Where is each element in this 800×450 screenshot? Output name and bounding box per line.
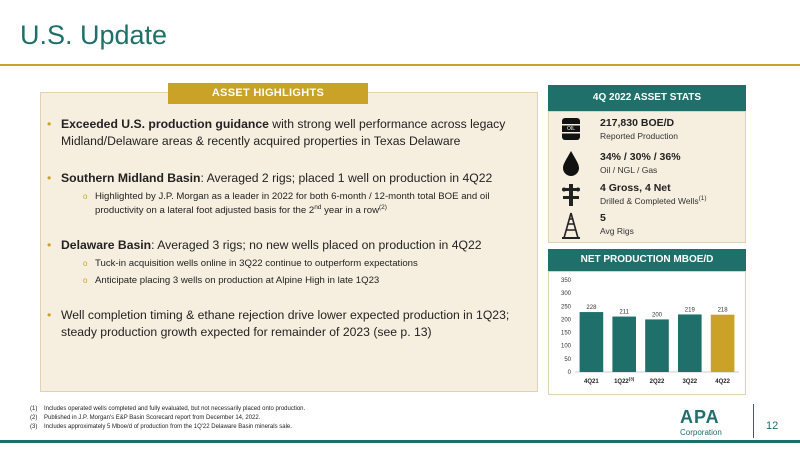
asset-highlights-header: ASSET HIGHLIGHTS	[168, 83, 368, 104]
bullet-text: : Averaged 3 rigs; no new wells placed on production in 4Q22	[151, 238, 482, 252]
data-label: 228	[586, 305, 597, 312]
footnote-ref: (2)	[379, 203, 387, 211]
stat-value: 4 Gross, 4 Net	[600, 182, 671, 194]
footnote-text: Published in J.P. Morgan's E&P Basin Scorecard report from December 14, 2022.	[44, 415, 261, 421]
title-divider	[0, 64, 800, 66]
y-tick-label: 200	[560, 317, 571, 324]
y-tick-label: 100	[560, 343, 571, 350]
x-tick-label: 3Q22	[682, 379, 698, 385]
logo-divider	[753, 404, 754, 438]
bullet-text: with strong well performance across legacy Midland/Delaware areas & recently acquired properties in Texas Delaware	[61, 117, 506, 148]
stat-label	[600, 196, 707, 206]
apa-logo-subtitle: Corporation	[680, 428, 722, 437]
footnote-2	[30, 414, 305, 423]
ordinal-sup: nd	[314, 203, 322, 211]
x-tick-label: 4Q22	[715, 379, 730, 385]
stat-value: 5	[600, 212, 606, 224]
footnote-1	[30, 405, 305, 414]
stat-rigs	[600, 212, 634, 236]
asset-stats-header: 4Q 2022 ASSET STATS	[548, 85, 746, 111]
y-tick-label: 50	[564, 356, 571, 363]
svg-text:OIL: OIL	[566, 126, 576, 132]
footnote-text: Includes approximately 5 Mboe/d of production from the 1Q'22 Delaware Basin minerals sale.	[44, 424, 292, 430]
footnote-number: (1)	[30, 406, 38, 412]
net-production-chart-svg	[549, 272, 745, 394]
x-tick-label: 2Q22	[649, 379, 665, 385]
oil-drop-icon	[560, 150, 582, 176]
sub-bullet-tuck-in: o Tuck-in acquisition wells online in 3Q22 continue to outperform expectations	[61, 257, 532, 271]
highlights-list	[47, 116, 532, 350]
y-tick-label: 300	[560, 291, 571, 298]
sub-bullet-alpine-high: o Anticipate placing 3 wells on production at Alpine High in late 1Q23	[61, 274, 532, 288]
bullet-bold: Exceeded U.S. production guidance	[61, 117, 269, 131]
bar-4Q22	[711, 315, 735, 372]
page-title: U.S. Update	[20, 20, 168, 50]
footnotes	[30, 405, 305, 432]
net-production-chart	[548, 271, 746, 395]
bar-1Q22	[612, 317, 636, 372]
well-icon	[560, 182, 582, 208]
data-label: 200	[651, 312, 663, 319]
bullet-bold: Delaware Basin	[61, 238, 152, 252]
footnote-number: (2)	[30, 415, 38, 421]
oil-barrel-icon	[560, 116, 582, 142]
page-number: 12	[766, 420, 779, 432]
bullet-text: : Averaged 2 rigs; placed 1 well on production in 4Q22	[200, 171, 493, 185]
bar-4Q21	[580, 312, 604, 372]
footnote-number: (3)	[30, 424, 38, 430]
data-label: 219	[684, 307, 695, 314]
bullet-southern-midland	[47, 170, 532, 217]
sub-bullet-text: Highlighted by J.P. Morgan as a leader in 2022 for both 6-month / 12-month total BOE and oil productivity on a lateral foot adjusted basis for the 2	[95, 191, 490, 216]
stat-wells	[600, 182, 707, 206]
y-tick-label: 250	[560, 304, 571, 311]
data-label: 211	[619, 309, 629, 316]
y-tick-label: 150	[560, 330, 571, 337]
bar-3Q22	[678, 314, 702, 372]
stat-value: 34% / 30% / 36%	[600, 151, 681, 163]
stat-value: 217,830 BOE/D	[600, 117, 675, 129]
bar-2Q22	[645, 319, 669, 372]
sub-bullet-text: year in a row	[321, 204, 380, 216]
footer-bar	[0, 440, 800, 443]
stat-reported-production	[600, 117, 678, 141]
apa-logo: APA	[680, 407, 720, 427]
stat-label: Avg Rigs	[600, 226, 634, 236]
x-tick-label: 1Q22$^{(3)}$	[614, 376, 635, 385]
bullet-delaware	[47, 237, 532, 287]
footnote-ref: (1)	[698, 195, 707, 203]
stat-label: Oil / NGL / Gas	[600, 165, 658, 175]
stat-label-text: Drilled & Completed Wells	[600, 196, 699, 206]
y-tick-label: 0	[567, 370, 571, 376]
y-tick-label: 350	[560, 278, 571, 284]
bullet-production-guidance	[47, 116, 532, 150]
data-label: 218	[717, 307, 728, 314]
footnote-text: Includes operated wells completed and fully evaluated, but not necessarily placed onto production.	[44, 406, 306, 412]
bullet-bold: Southern Midland Basin	[61, 171, 201, 185]
stat-label: Reported Production	[600, 131, 678, 141]
sub-bullet-jpmorgan	[61, 190, 532, 217]
bullet-completion-timing: • Well completion timing & ethane rejection drive lower expected production in 1Q23; steady production growth expected for remainder of 2023 (see p. 13)	[47, 307, 532, 341]
stat-product-mix	[600, 151, 681, 175]
rig-icon	[560, 212, 582, 240]
footnote-3	[30, 423, 305, 432]
x-tick-label: 4Q21	[584, 379, 599, 385]
net-production-header: NET PRODUCTION MBOE/D	[548, 249, 746, 271]
